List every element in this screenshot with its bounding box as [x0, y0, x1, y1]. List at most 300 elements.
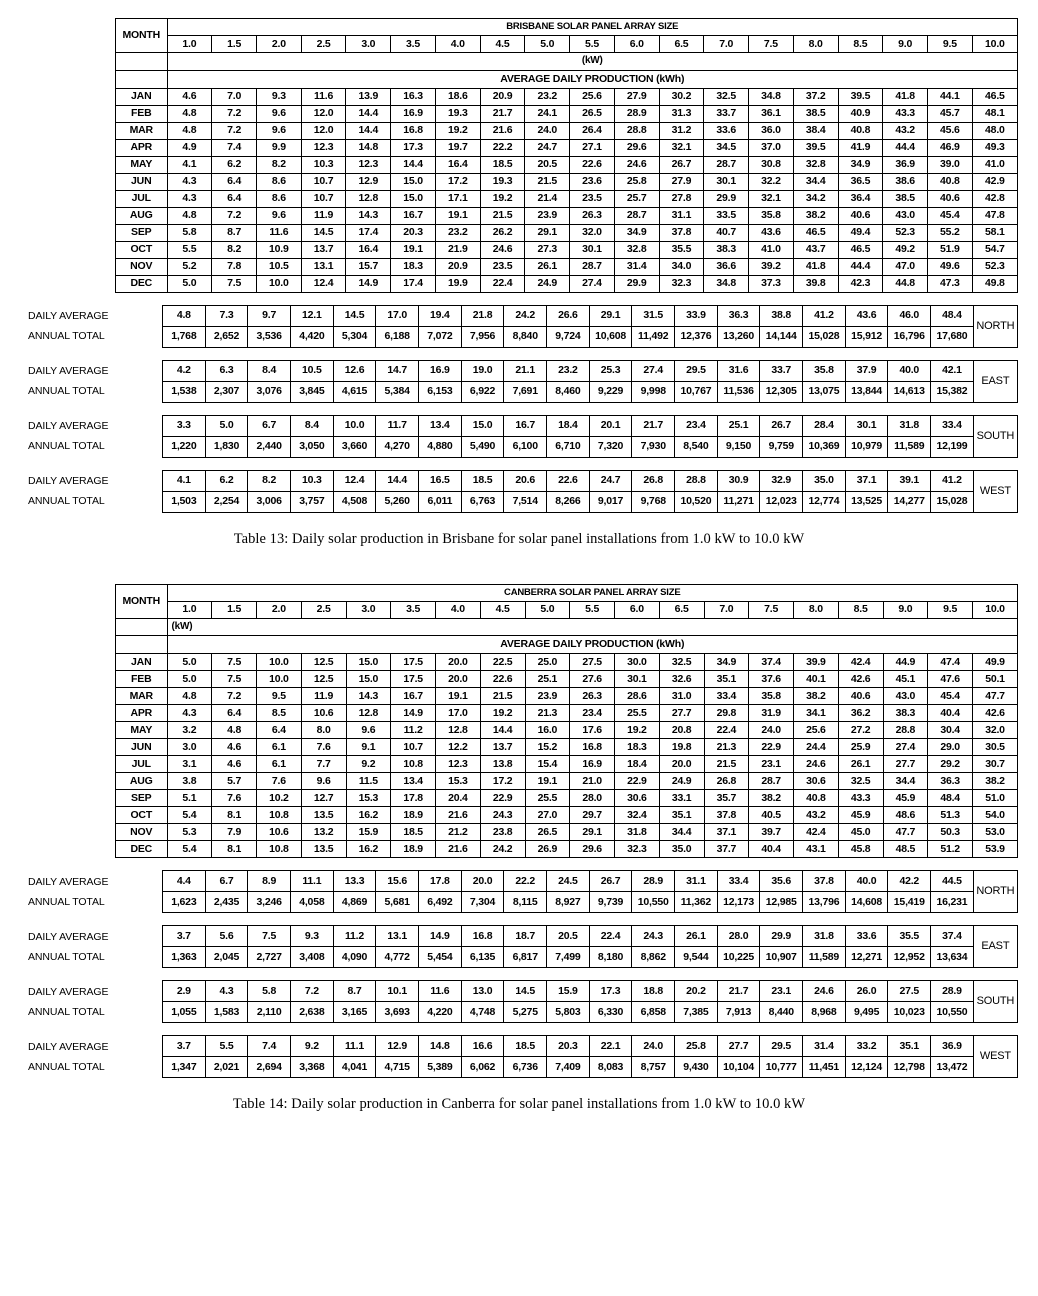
production-cell: 20.8 [659, 722, 704, 739]
production-cell: 34.0 [659, 258, 704, 275]
production-cell: 38.3 [883, 705, 928, 722]
annual-total-cell: 11,271 [717, 491, 760, 512]
production-cell: 16.9 [570, 756, 615, 773]
array-size-title: CANBERRA SOLAR PANEL ARRAY SIZE [167, 584, 1017, 601]
production-cell: 30.1 [704, 173, 749, 190]
array-size-cell: 9.5 [928, 601, 973, 618]
production-cell: 13.2 [301, 824, 346, 841]
annual-total-cell: 11,536 [717, 381, 760, 402]
between-tables-spacer [0, 548, 1038, 584]
table-row [116, 739, 1018, 756]
daily-average-cell: 4.4 [163, 871, 206, 892]
table-row [116, 190, 1018, 207]
production-cell: 40.6 [928, 190, 973, 207]
production-cell: 23.5 [570, 190, 615, 207]
table-row [116, 139, 1018, 156]
production-cell: 50.3 [928, 824, 973, 841]
production-cell: 40.1 [794, 671, 839, 688]
orientation-label: WEST [973, 1036, 1017, 1078]
daily-average-cell: 28.0 [717, 926, 760, 947]
production-cell: 9.6 [256, 207, 301, 224]
production-cell: 34.4 [659, 824, 704, 841]
production-cell: 26.5 [570, 105, 615, 122]
summary-table [162, 870, 1018, 913]
array-size-cell: 7.5 [749, 601, 794, 618]
daily-average-cell: 14.5 [504, 981, 547, 1002]
production-cell: 13.1 [301, 258, 346, 275]
monthly-table-body-canberra [116, 584, 1018, 654]
annual-total-cell: 4,615 [333, 381, 376, 402]
production-cell: 43.2 [883, 122, 928, 139]
daily-average-cell: 16.9 [419, 360, 462, 381]
array-size-cell: 4.0 [436, 601, 481, 618]
production-cell: 49.2 [883, 241, 928, 258]
production-cell: 13.7 [301, 241, 346, 258]
production-cell: 29.8 [704, 705, 749, 722]
production-cell: 24.9 [659, 773, 704, 790]
production-cell: 30.4 [928, 722, 973, 739]
daily-average-cell: 16.6 [461, 1036, 504, 1057]
production-cell: 43.3 [883, 105, 928, 122]
production-cell: 40.9 [838, 105, 883, 122]
production-cell: 39.7 [749, 824, 794, 841]
annual-total-cell: 17,680 [931, 326, 974, 347]
production-cell: 24.0 [525, 122, 570, 139]
production-cell: 32.3 [615, 841, 660, 858]
production-cell: 49.3 [972, 139, 1017, 156]
production-cell: 20.9 [435, 258, 480, 275]
production-cell: 46.5 [838, 241, 883, 258]
production-cell: 53.0 [973, 824, 1018, 841]
array-size-cell: 6.0 [615, 601, 660, 618]
daily-average-cell: 22.1 [589, 1036, 632, 1057]
production-cell: 27.2 [838, 722, 883, 739]
production-cell: 44.9 [883, 654, 928, 671]
annual-total-cell: 3,165 [333, 1002, 376, 1023]
table-row [116, 156, 1018, 173]
production-cell: 39.0 [928, 156, 973, 173]
production-cell: 12.0 [301, 105, 346, 122]
table-row [116, 824, 1018, 841]
production-cell: 37.6 [749, 671, 794, 688]
summary-block-north [0, 305, 1018, 348]
production-cell: 26.3 [570, 207, 615, 224]
kw-unit-label: (kW) [167, 53, 1017, 71]
array-size-cell: 5.5 [570, 36, 615, 53]
production-cell: 31.8 [615, 824, 660, 841]
annual-total-cell: 7,409 [547, 1057, 590, 1078]
summary-table [162, 360, 1018, 403]
production-cell: 35.7 [704, 790, 749, 807]
annual-total-row [163, 381, 1018, 402]
production-cell: 7.9 [212, 824, 257, 841]
month-cell: MAY [116, 722, 168, 739]
daily-average-cell: 22.2 [504, 871, 547, 892]
production-cell: 42.8 [972, 190, 1017, 207]
daily-average-cell: 35.1 [888, 1036, 931, 1057]
array-size-cell: 2.5 [301, 601, 346, 618]
daily-average-cell: 36.3 [717, 305, 760, 326]
production-cell: 32.3 [659, 275, 704, 292]
daily-average-cell: 29.1 [589, 305, 632, 326]
production-cell: 19.2 [480, 705, 525, 722]
daily-average-cell: 18.5 [461, 470, 504, 491]
production-cell: 21.7 [480, 105, 525, 122]
production-cell: 43.6 [749, 224, 794, 241]
daily-average-cell: 6.2 [205, 470, 248, 491]
daily-average-cell: 15.9 [547, 981, 590, 1002]
annual-total-row [163, 326, 1018, 347]
annual-total-cell: 16,231 [931, 892, 974, 913]
production-cell: 42.3 [838, 275, 883, 292]
production-cell: 41.0 [749, 241, 794, 258]
production-cell: 47.8 [972, 207, 1017, 224]
monthly-production-table-canberra [115, 584, 1018, 859]
annual-total-cell: 10,520 [675, 491, 718, 512]
production-cell: 19.3 [435, 105, 480, 122]
summary-block-east [0, 925, 1018, 968]
production-cell: 36.9 [883, 156, 928, 173]
month-cell: DEC [116, 275, 168, 292]
production-cell: 16.0 [525, 722, 570, 739]
production-cell: 9.9 [256, 139, 301, 156]
daily-average-cell: 17.8 [419, 871, 462, 892]
production-cell: 42.4 [794, 824, 839, 841]
production-cell: 27.9 [659, 173, 704, 190]
annual-total-cell: 7,514 [504, 491, 547, 512]
production-cell: 8.2 [212, 241, 257, 258]
daily-average-cell: 41.2 [931, 470, 974, 491]
annual-total-cell: 1,363 [163, 947, 206, 968]
table-row [116, 773, 1018, 790]
annual-total-cell: 1,583 [205, 1002, 248, 1023]
production-cell: 11.9 [301, 688, 346, 705]
annual-total-cell: 3,693 [376, 1002, 419, 1023]
production-cell: 35.8 [749, 688, 794, 705]
annual-total-cell: 12,305 [760, 381, 803, 402]
annual-total-cell: 6,135 [461, 947, 504, 968]
production-cell: 19.2 [480, 190, 525, 207]
production-cell: 34.8 [749, 88, 794, 105]
annual-total-cell: 2,307 [205, 381, 248, 402]
production-cell: 44.4 [883, 139, 928, 156]
production-cell: 12.8 [436, 722, 481, 739]
daily-average-cell: 31.8 [803, 926, 846, 947]
production-cell: 13.4 [391, 773, 436, 790]
production-cell: 31.9 [749, 705, 794, 722]
annual-total-cell: 6,100 [504, 436, 547, 457]
daily-average-cell: 33.6 [845, 926, 888, 947]
annual-total-cell: 2,021 [205, 1057, 248, 1078]
production-cell: 4.8 [212, 722, 257, 739]
daily-average-label: DAILY AVERAGE [28, 310, 109, 322]
production-cell: 25.1 [525, 671, 570, 688]
daily-average-cell: 11.7 [376, 415, 419, 436]
annual-total-cell: 6,817 [504, 947, 547, 968]
array-size-cell: 2.5 [301, 36, 346, 53]
production-cell: 27.4 [883, 739, 928, 756]
production-cell: 19.7 [435, 139, 480, 156]
array-size-cell: 8.5 [838, 36, 883, 53]
monthly-rows-canberra [116, 654, 1018, 858]
annual-total-cell: 4,869 [333, 892, 376, 913]
production-cell: 47.3 [928, 275, 973, 292]
production-cell: 26.7 [659, 156, 704, 173]
production-cell: 5.5 [167, 241, 212, 258]
production-cell: 15.0 [346, 654, 391, 671]
production-cell: 3.2 [167, 722, 212, 739]
array-size-cell: 9.5 [928, 36, 973, 53]
production-cell: 25.8 [614, 173, 659, 190]
array-size-values-row [116, 36, 1018, 53]
annual-total-cell: 10,550 [632, 892, 675, 913]
production-cell: 21.0 [570, 773, 615, 790]
production-cell: 24.4 [794, 739, 839, 756]
summaries-canberra [0, 870, 1038, 1078]
production-cell: 26.8 [704, 773, 749, 790]
annual-total-cell: 8,757 [632, 1057, 675, 1078]
production-cell: 14.3 [346, 688, 391, 705]
annual-total-cell: 13,844 [845, 381, 888, 402]
production-cell: 26.3 [570, 688, 615, 705]
production-cell: 14.9 [391, 705, 436, 722]
production-cell: 28.9 [614, 105, 659, 122]
production-cell: 18.4 [615, 756, 660, 773]
production-cell: 37.3 [749, 275, 794, 292]
production-cell: 38.2 [794, 688, 839, 705]
daily-average-cell: 5.5 [205, 1036, 248, 1057]
production-cell: 27.5 [570, 654, 615, 671]
production-cell: 33.4 [704, 688, 749, 705]
production-cell: 13.8 [480, 756, 525, 773]
production-cell: 29.1 [525, 224, 570, 241]
annual-total-cell: 8,840 [504, 326, 547, 347]
daily-average-cell: 28.4 [803, 415, 846, 436]
summary-row-labels [0, 360, 162, 403]
summary-row-labels [0, 415, 162, 458]
production-cell: 17.2 [480, 773, 525, 790]
production-cell: 38.2 [973, 773, 1018, 790]
daily-average-cell: 31.1 [675, 871, 718, 892]
annual-total-cell: 5,681 [376, 892, 419, 913]
table-row [116, 790, 1018, 807]
daily-average-cell: 13.3 [333, 871, 376, 892]
annual-total-cell: 5,384 [376, 381, 419, 402]
annual-total-cell: 8,460 [547, 381, 590, 402]
production-cell: 41.8 [793, 258, 838, 275]
production-cell: 21.5 [704, 756, 749, 773]
annual-total-cell: 7,691 [504, 381, 547, 402]
daily-average-cell: 29.5 [675, 360, 718, 381]
production-cell: 25.6 [794, 722, 839, 739]
orientation-label: SOUTH [973, 415, 1017, 457]
annual-total-cell: 5,260 [376, 491, 419, 512]
array-size-cell: 9.0 [883, 601, 928, 618]
daily-average-cell: 42.1 [931, 360, 974, 381]
annual-total-cell: 15,382 [931, 381, 974, 402]
production-cell: 33.5 [704, 207, 749, 224]
production-cell: 17.6 [570, 722, 615, 739]
array-size-cell: 7.0 [704, 601, 749, 618]
annual-total-cell: 2,440 [248, 436, 291, 457]
table-caption-brisbane: Table 13: Daily solar production in Brisbane for solar panel installations from 1.0 kW to 10.0 kW [233, 530, 805, 547]
production-cell: 6.2 [212, 156, 257, 173]
production-cell: 12.7 [301, 790, 346, 807]
annual-total-cell: 9,724 [547, 326, 590, 347]
production-cell: 34.4 [793, 173, 838, 190]
annual-total-label: ANNUAL TOTAL [28, 385, 105, 397]
array-size-cell: 2.0 [256, 36, 301, 53]
production-cell: 4.9 [167, 139, 212, 156]
production-cell: 34.9 [614, 224, 659, 241]
production-cell: 21.3 [704, 739, 749, 756]
production-cell: 42.6 [838, 671, 883, 688]
production-cell: 25.6 [570, 88, 615, 105]
annual-total-cell: 4,090 [333, 947, 376, 968]
production-cell: 6.4 [212, 705, 257, 722]
production-cell: 19.1 [435, 207, 480, 224]
annual-total-cell: 3,757 [291, 491, 334, 512]
production-cell: 16.8 [570, 739, 615, 756]
production-cell: 25.7 [614, 190, 659, 207]
production-cell: 17.2 [435, 173, 480, 190]
daily-average-cell: 4.3 [205, 981, 248, 1002]
daily-average-cell: 4.8 [163, 305, 206, 326]
annual-total-cell: 4,880 [419, 436, 462, 457]
daily-average-cell: 37.8 [803, 871, 846, 892]
daily-average-cell: 4.1 [163, 470, 206, 491]
production-cell: 48.4 [928, 790, 973, 807]
production-cell: 12.5 [301, 654, 346, 671]
daily-average-cell: 24.2 [504, 305, 547, 326]
daily-average-cell: 14.9 [419, 926, 462, 947]
production-cell: 5.2 [167, 258, 212, 275]
production-cell: 32.1 [659, 139, 704, 156]
annual-total-cell: 10,104 [717, 1057, 760, 1078]
production-cell: 20.0 [659, 756, 704, 773]
annual-total-cell: 13,260 [717, 326, 760, 347]
production-cell: 22.2 [480, 139, 525, 156]
production-cell: 21.5 [480, 688, 525, 705]
daily-average-cell: 27.5 [888, 981, 931, 1002]
production-cell: 17.0 [436, 705, 481, 722]
annual-total-label: ANNUAL TOTAL [28, 1005, 105, 1018]
summary-row-labels [0, 980, 162, 1023]
daily-average-cell: 33.4 [931, 415, 974, 436]
annual-total-cell: 7,913 [717, 1002, 760, 1023]
production-cell: 23.9 [525, 207, 570, 224]
production-cell: 39.2 [749, 258, 794, 275]
daily-average-cell: 27.4 [632, 360, 675, 381]
month-cell: JUL [116, 190, 168, 207]
array-size-cell: 8.5 [838, 601, 883, 618]
production-cell: 37.4 [749, 654, 794, 671]
production-cell: 6.1 [257, 756, 302, 773]
production-cell: 22.9 [615, 773, 660, 790]
annual-total-cell: 15,028 [931, 491, 974, 512]
annual-total-cell: 9,017 [589, 491, 632, 512]
production-cell: 12.8 [346, 705, 391, 722]
production-cell: 15.4 [525, 756, 570, 773]
production-cell: 8.2 [256, 156, 301, 173]
production-cell: 30.6 [794, 773, 839, 790]
top-spacer [0, 0, 1038, 18]
production-cell: 15.0 [346, 671, 391, 688]
production-cell: 29.6 [614, 139, 659, 156]
production-cell: 24.1 [525, 105, 570, 122]
daily-average-cell: 24.0 [632, 1036, 675, 1057]
production-cell: 18.9 [391, 807, 436, 824]
production-cell: 14.8 [346, 139, 391, 156]
daily-average-cell: 21.7 [717, 981, 760, 1002]
production-cell: 6.4 [257, 722, 302, 739]
annual-total-cell: 9,759 [760, 436, 803, 457]
avg-daily-production-row [116, 70, 1018, 88]
annual-total-cell: 3,408 [291, 947, 334, 968]
production-cell: 9.6 [346, 722, 391, 739]
annual-total-cell: 4,220 [419, 1002, 462, 1023]
daily-average-cell: 14.4 [376, 470, 419, 491]
annual-total-cell: 14,613 [888, 381, 931, 402]
annual-total-cell: 9,544 [675, 947, 718, 968]
daily-average-label: DAILY AVERAGE [28, 985, 109, 998]
production-cell: 11.6 [301, 88, 346, 105]
daily-average-cell: 12.6 [333, 360, 376, 381]
production-cell: 29.1 [570, 824, 615, 841]
production-cell: 3.1 [167, 756, 212, 773]
daily-average-cell: 32.9 [760, 470, 803, 491]
annual-total-cell: 10,369 [803, 436, 846, 457]
production-cell: 39.8 [793, 275, 838, 292]
production-cell: 6.4 [212, 173, 257, 190]
production-cell: 45.7 [928, 105, 973, 122]
daily-average-cell: 7.4 [248, 1036, 291, 1057]
daily-average-label: DAILY AVERAGE [28, 420, 109, 432]
array-size-cell: 1.5 [212, 36, 257, 53]
daily-average-cell: 21.1 [504, 360, 547, 381]
daily-average-cell: 15.0 [461, 415, 504, 436]
array-size-cell: 8.0 [793, 36, 838, 53]
annual-total-cell: 1,768 [163, 326, 206, 347]
production-cell: 47.7 [973, 688, 1018, 705]
production-cell: 48.6 [883, 807, 928, 824]
production-cell: 37.8 [659, 224, 704, 241]
daily-average-cell: 28.9 [632, 871, 675, 892]
daily-average-row [163, 305, 1018, 326]
production-cell: 49.4 [838, 224, 883, 241]
production-cell: 18.6 [435, 88, 480, 105]
daily-average-cell: 13.4 [419, 415, 462, 436]
annual-total-cell: 9,768 [632, 491, 675, 512]
production-cell: 27.0 [525, 807, 570, 824]
avg-daily-production-label: AVERAGE DAILY PRODUCTION (kWh) [167, 70, 1017, 88]
annual-total-cell: 3,006 [248, 491, 291, 512]
production-cell: 20.4 [436, 790, 481, 807]
production-cell: 16.9 [391, 105, 436, 122]
daily-average-cell: 20.3 [547, 1036, 590, 1057]
production-cell: 38.2 [749, 790, 794, 807]
annual-total-cell: 10,777 [760, 1057, 803, 1078]
annual-total-cell: 1,830 [205, 436, 248, 457]
production-cell: 36.1 [749, 105, 794, 122]
daily-average-row [163, 415, 1018, 436]
daily-average-cell: 7.2 [291, 981, 334, 1002]
daily-average-cell: 28.9 [931, 981, 974, 1002]
production-cell: 40.5 [749, 807, 794, 824]
production-cell: 10.6 [257, 824, 302, 841]
summaries-brisbane [0, 305, 1038, 513]
production-cell: 10.6 [301, 705, 346, 722]
